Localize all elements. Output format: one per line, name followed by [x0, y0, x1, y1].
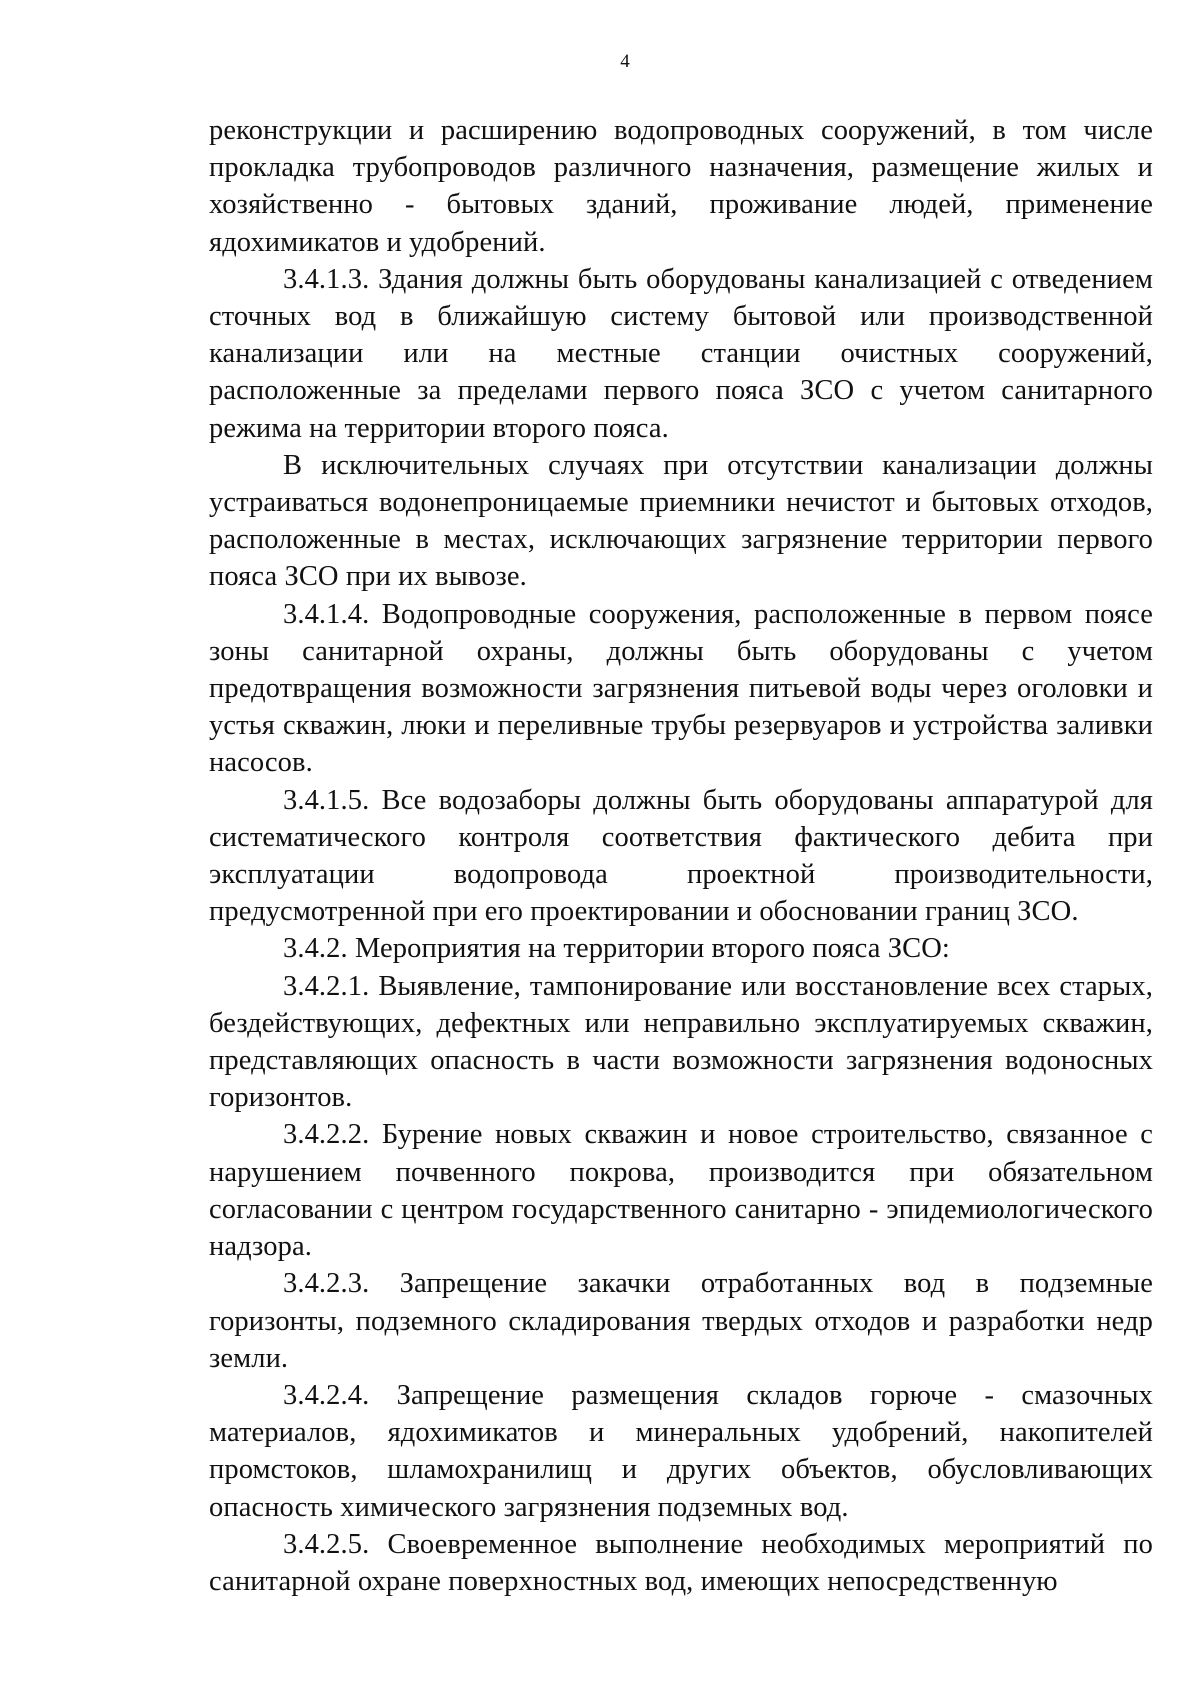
paragraph-3-4-2: 3.4.2. Мероприятия на территории второго пояса ЗСО: — [283, 933, 950, 965]
paragraph-3-4-2-3: 3.4.2.3. Запрещение закачки отработанных вод в подземные горизонты, подземного складирования твердых отходов и разработки недр земли. — [209, 1268, 1153, 1374]
paragraph-3-4-2-1: 3.4.2.1. Выявление, тампонирование или восстановление всех старых, бездействующих, дефектных или неправильно эксплуатируемых скважин, представляющих опасность в части возможности загрязнения водоносных горизонтов. — [209, 970, 1153, 1114]
paragraph-3-4-2-4: 3.4.2.4. Запрещение размещения складов горюче - смазочных материалов, ядохимикатов и минеральных удобрений, накопителей промстоков, шламохранилищ и других объектов, обусловливающих опасность химического загрязнения подземных вод. — [209, 1379, 1153, 1523]
paragraph-continuation: реконструкции и расширению водопроводных сооружений, в том числе прокладка трубопроводов различного назначения, размещение жилых и хозяйственно - бытовых зданий, проживание людей, применение ядохимикатов и удобрений. — [209, 115, 1153, 258]
paragraph-3-4-1-3: 3.4.1.3. Здания должны быть оборудованы канализацией с отведением сточных вод в ближайшую систему бытовой или производственной канализации или на местные станции очистных сооружений, расположенные за пределами первого пояса ЗСО с учетом санитарного режима на территории второго пояса. — [209, 263, 1153, 444]
document-body — [209, 112, 1153, 1600]
paragraph-3-4-2-2: 3.4.2.2. Бурение новых скважин и новое строительство, связанное с нарушением почвенного покрова, производится при обязательном согласовании с центром государственного санитарно - эпидемиологического надзора. — [209, 1119, 1153, 1263]
paragraph-3-4-1-5: 3.4.1.5. Все водозаборы должны быть оборудованы аппаратурой для систематического контроля соответствия фактического дебита при эксплуатации водопровода проектной производительности, предусмотренной при его проектировании и обосновании границ ЗСО. — [209, 784, 1153, 928]
page-number: 4 — [620, 51, 630, 72]
paragraph-3-4-1-4: 3.4.1.4. Водопроводные сооружения, расположенные в первом поясе зоны санитарной охраны, должны быть оборудованы с учетом предотвращения возможности загрязнения питьевой воды через оголовки и устья скважин, люки и переливные трубы резервуаров и устройства заливки насосов. — [209, 598, 1153, 779]
paragraph-3-4-2-5: 3.4.2.5. Своевременное выполнение необходимых мероприятий по санитарной охране поверхностных вод, имеющих непосредственную — [209, 1528, 1153, 1597]
paragraph-exceptional-cases: В исключительных случаях при отсутствии канализации должны устраиваться водонепроницаемые приемники нечистот и бытовых отходов, расположенные в местах, исключающих загрязнение территории первого пояса ЗСО при их вывозе. — [209, 449, 1153, 593]
